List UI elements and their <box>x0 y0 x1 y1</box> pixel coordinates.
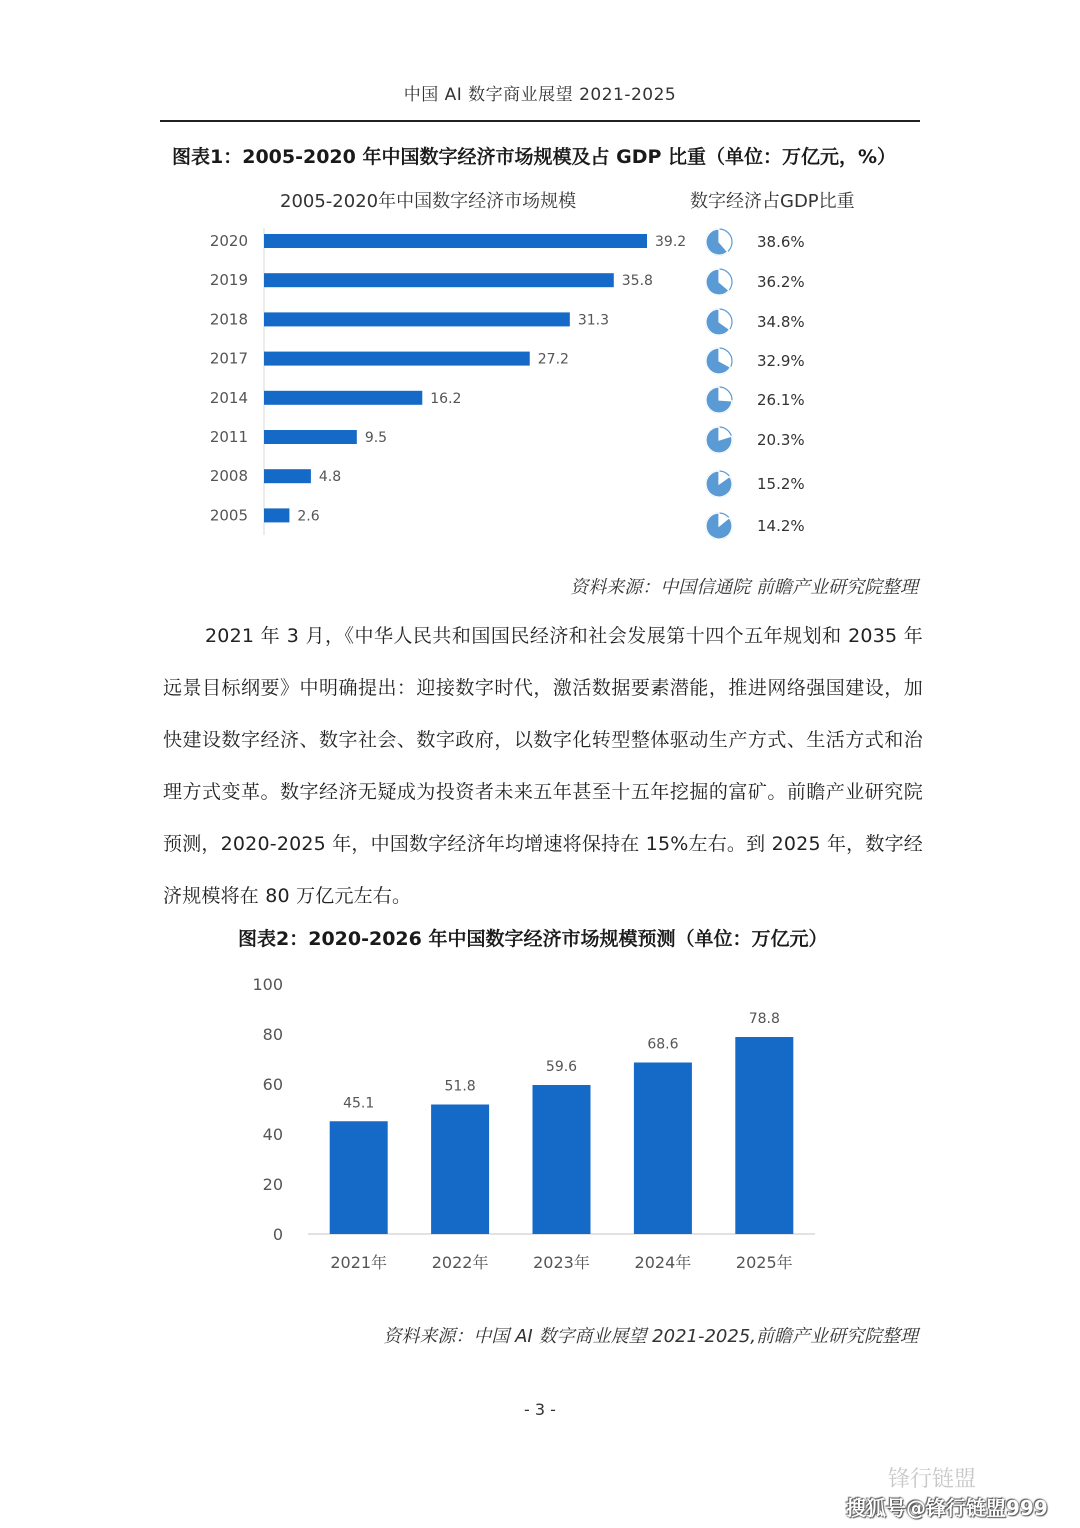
figure2-bar-value: 51.8 <box>444 1078 476 1095</box>
page-header-title: 中国 AI 数字商业展望 2021-2025 <box>403 85 677 105</box>
figure1-bar <box>264 273 614 287</box>
figure1-pie-value: 34.8% <box>757 313 805 331</box>
figure2-x-label: 2024年 <box>634 1253 692 1272</box>
figure2-bar-value: 78.8 <box>748 1011 780 1027</box>
figure2-bar <box>735 1037 793 1234</box>
figure2-x-label: 2023年 <box>533 1253 590 1272</box>
figure1-pie-value: 20.3% <box>757 431 805 449</box>
figure2-y-tick: 40 <box>262 1125 283 1144</box>
body-paragraph: 2021 年 3 月，《中华人民共和国国民经济和社会发展第十四个五年规划和 2035 年远景目标纲要》中明确提出：迎接数字时代，激活数据要素潜能，推进网络强国建设，加快建设数字经济、数字社会、数字政府，以数字化转型整体驱动生产方式、生活方式和治理方式变革。数字经济无疑成为投资者未来五年甚至十五年挖掘的富矿。前瞻产业研究院预测，2020-2025 年，中国数字经济年均增速将保持在 15%左右。到 2025 年，数字经济规模将在 80 万亿元左右。 <box>163 625 923 907</box>
figure1-bar-value: 2.6 <box>297 508 320 525</box>
watermark-brand: 锋行链盟 <box>888 1467 977 1492</box>
figure1-bar <box>264 469 311 483</box>
figure1-year-label: 2008 <box>209 467 248 486</box>
figure2-bar <box>431 1105 489 1235</box>
watermark-account: 搜狐号@锋行链盟999 <box>846 1496 1048 1520</box>
figure2-y-tick: 20 <box>262 1175 283 1194</box>
figure2-title: 图表2：2020-2026 年中国数字经济市场规模预测（单位：万亿元） <box>238 928 828 950</box>
figure2-bar <box>533 1085 591 1234</box>
figure2-x-label: 2022年 <box>431 1253 489 1272</box>
figure2-bar-value: 68.6 <box>647 1036 679 1053</box>
figure1-year-label: 2020 <box>209 232 248 250</box>
figure1-bar-value: 35.8 <box>621 273 653 290</box>
figure1-bar-value: 39.2 <box>655 234 687 250</box>
figure1-pie-value: 36.2% <box>757 273 805 291</box>
figure1-bar <box>264 234 647 248</box>
figure1-year-label: 2017 <box>209 349 248 368</box>
figure1-source: 资料来源：中国信通院 前瞻产业研究院整理 <box>570 577 918 598</box>
figure1-bar <box>264 391 422 405</box>
figure2-bar <box>330 1121 388 1234</box>
figure2-chart <box>0 960 1080 1290</box>
page-number: - 3 - <box>524 1400 556 1419</box>
figure1-pie-value: 26.1% <box>757 391 805 409</box>
figure1-bar <box>264 352 530 366</box>
figure1-year-label: 2005 <box>209 506 248 525</box>
figure1-chart <box>0 0 1080 560</box>
figure1-pie-value: 32.9% <box>757 352 805 370</box>
figure1-bar <box>264 508 289 522</box>
figure1-bar <box>264 312 570 326</box>
figure1-pie-value: 14.2% <box>757 517 805 535</box>
figure2-y-tick: 100 <box>252 975 283 994</box>
figure1-year-label: 2011 <box>209 428 248 446</box>
figure1-year-label: 2019 <box>209 271 248 290</box>
figure1-pie-value: 38.6% <box>757 233 805 251</box>
figure2-y-tick: 80 <box>262 1025 283 1044</box>
figure2-bar-value: 59.6 <box>545 1059 578 1075</box>
figure2-y-tick: 60 <box>262 1075 283 1094</box>
figure1-bar-value: 9.5 <box>364 430 388 446</box>
figure2-x-label: 2021年 <box>330 1253 388 1272</box>
figure1-bar-value: 4.8 <box>318 469 342 486</box>
figure2-y-tick: 0 <box>272 1225 283 1244</box>
figure2-x-label: 2025年 <box>735 1253 793 1272</box>
figure1-pie-subtitle: 数字经济占GDP比重 <box>690 191 855 212</box>
figure1-bar-value: 16.2 <box>430 390 462 407</box>
figure2-bar <box>634 1063 692 1235</box>
figure2-source: 资料来源：中国 AI 数字商业展望 2021-2025,前瞻产业研究院整理 <box>383 1326 918 1347</box>
figure1-year-label: 2018 <box>209 310 248 329</box>
figure1-bar-subtitle: 2005-2020年中国数字经济市场规模 <box>280 191 577 212</box>
figure1-bar-value: 31.3 <box>577 312 609 329</box>
figure1-bar <box>264 430 357 444</box>
figure2-bar-value: 45.1 <box>343 1095 375 1112</box>
figure1-bar-value: 27.2 <box>537 351 569 368</box>
figure1-year-label: 2014 <box>209 388 248 407</box>
figure1-pie-value: 15.2% <box>757 475 805 493</box>
figure1-title: 图表1：2005-2020 年中国数字经济市场规模及占 GDP 比重（单位：万亿元，%） <box>172 146 897 168</box>
